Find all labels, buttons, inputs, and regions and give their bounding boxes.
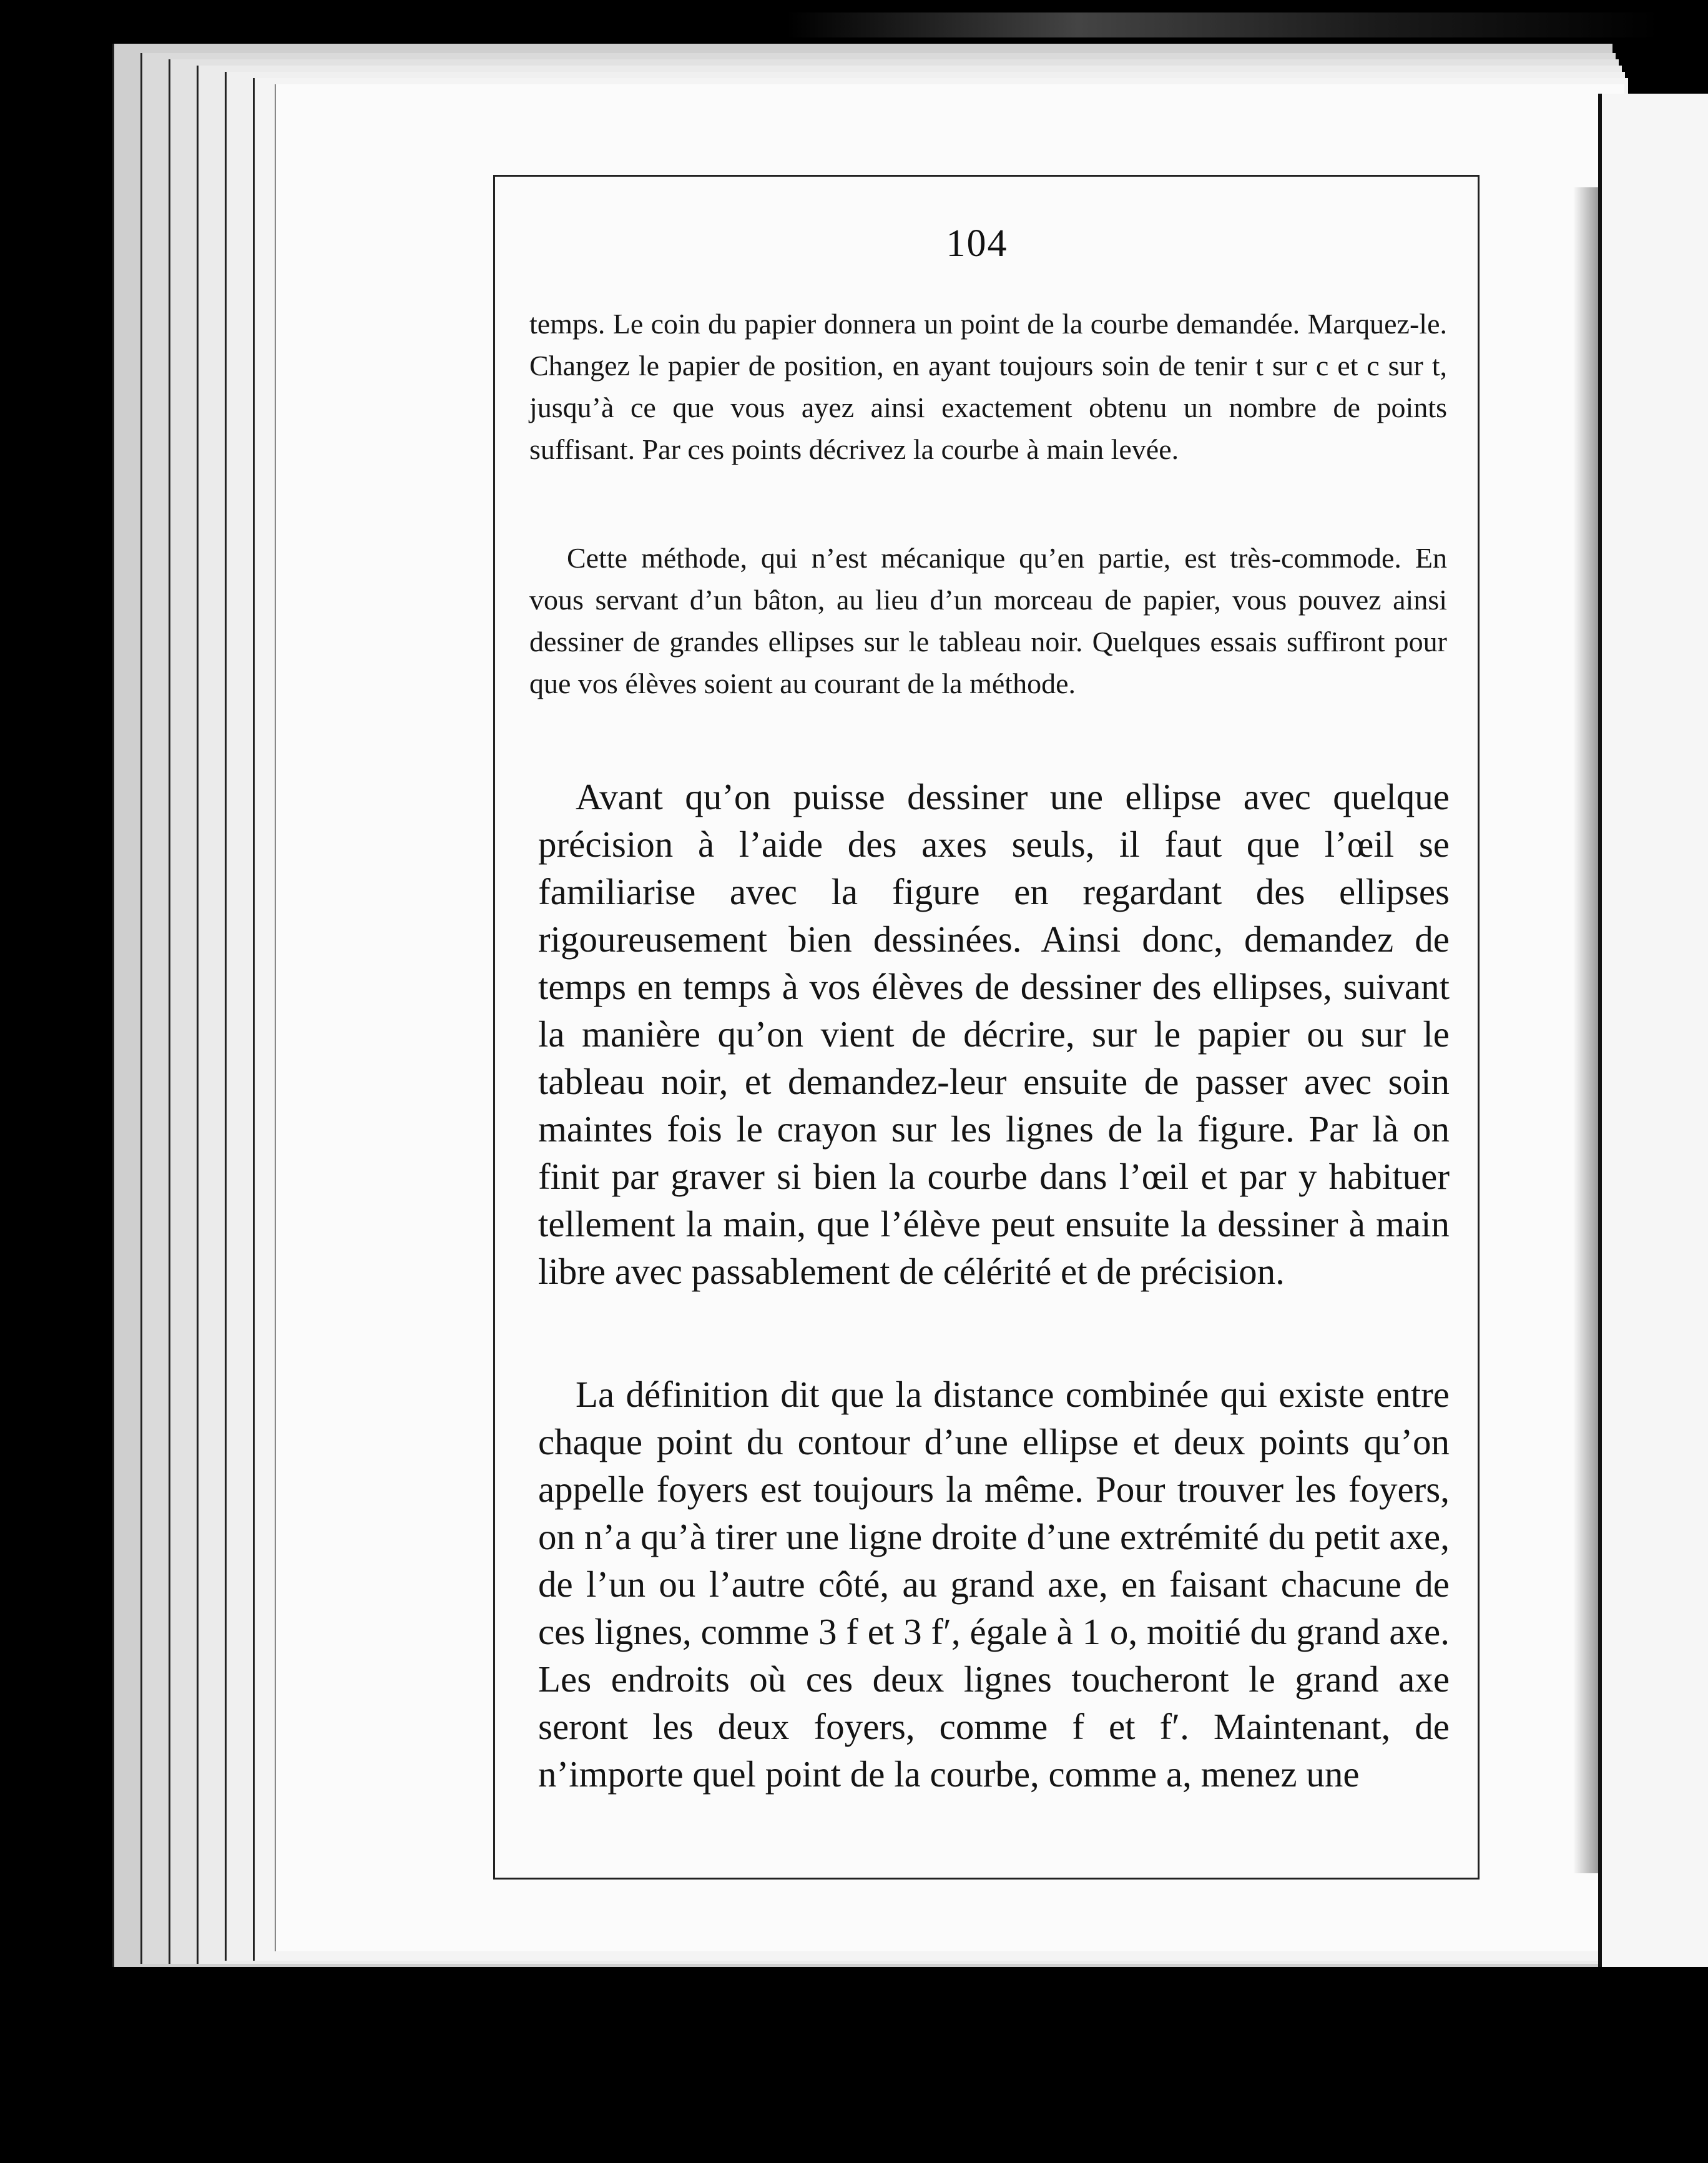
paragraph-large-2: La définition dit que la distance combinée qui existe entre chaque point du contour d’une ellipse et deux points qu’on appelle foyers est toujours la même. Pour trouver les foyers, on n’a qu’à tirer une ligne droite d’une extrémité du petit axe, de l’un ou l’autre côté, au grand axe, en faisant chacune de ces lignes, comme 3 f et 3 f′, égale à 1 o, moitié du grand axe. Les endroits où ces deux lignes toucheront le grand axe seront les deux foyers, comme f et f′. Maintenant, de n’importe quel point de la courbe, comme a, menez une xyxy=(538,1374,1450,1795)
paragraph-large-1: Avant qu’on puisse dessiner une ellipse avec quelque précision à l’aide des axes seuls, il faut que l’œil se familiarise avec la figure en regardant des ellipses rigoureusement bien dessinées. Ainsi donc, demandez de temps en temps à vos élèves de dessiner des ellipses, suivant la manière qu’on vient de décrire, sur le papier ou sur le tableau noir, et demandez-leur ensuite de passer avec soin maintes fois le crayon sur les lignes de la figure. Par là on finit par graver si bien la courbe dans l’œil et par y habituer tellement la main, que l’élève peut ensuite la dessiner à main libre avec passablement de célérité et de précision. xyxy=(538,776,1450,1292)
gutter-shadow xyxy=(1573,187,1598,1873)
facing-page xyxy=(1598,94,1708,1967)
paragraph-small-2: Cette méthode, qui n’est mécanique qu’en partie, est très-commode. En vous servant d’un bâton, au lieu d’un morceau de papier, vous pouvez ainsi dessiner de grandes ellipses sur le tableau noir. Quelques essais suffiront pour que vos élèves soient au courant de la méthode. xyxy=(529,542,1447,699)
scan-border xyxy=(100,1967,1708,2163)
paragraph-small-1: temps. Le coin du papier donnera un point de la courbe demandée. Marquez-le. Changez le papier de position, en ayant toujours soin de tenir t sur c et c sur t, jusqu’à ce que vous ayez ainsi exactement obtenu un nombre de points suffisant. Par ces points décrivez la courbe à main levée. xyxy=(529,308,1447,465)
scan-artifact xyxy=(787,12,1661,37)
page-number: 104 xyxy=(946,222,1008,265)
